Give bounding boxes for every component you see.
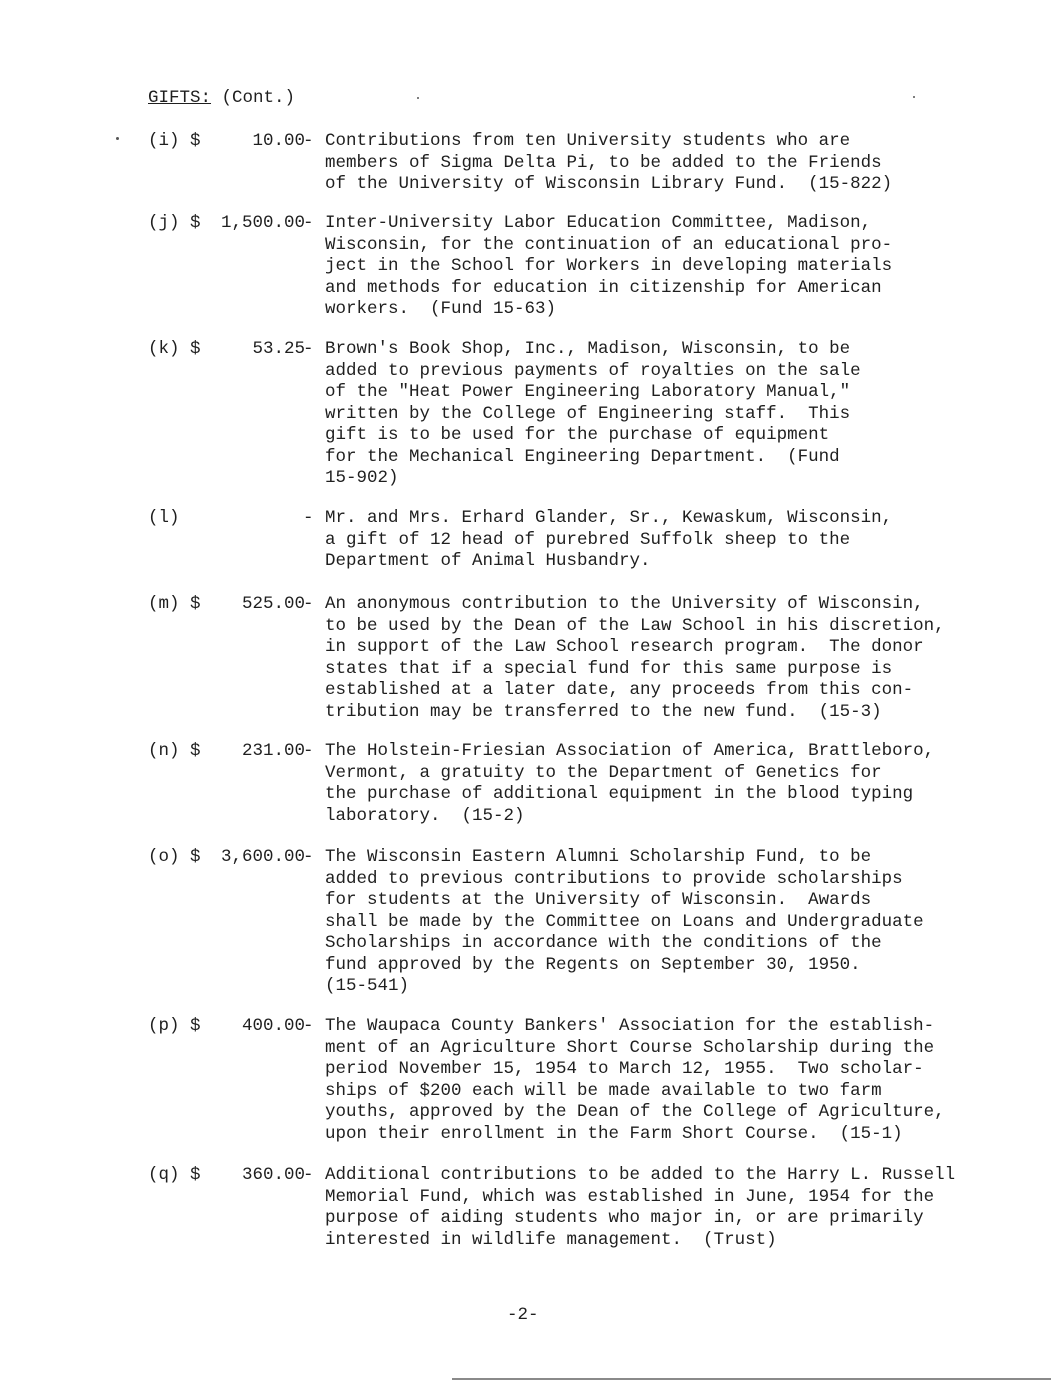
entry-description [325, 339, 975, 490]
entry-dash: - [303, 213, 314, 233]
entry-description [325, 847, 975, 998]
description-line: Wisconsin, for the continuation of an educational pro- [325, 234, 893, 255]
entry-dollar-sign: $ [190, 213, 201, 233]
entry-amount: 231.00 [241, 741, 305, 761]
description-line: (15-541) [325, 976, 410, 996]
description-line: added to previous payments of royalties on the sale [325, 360, 861, 381]
description-line: for students at the University of Wisconsin. Awards [325, 890, 872, 910]
entry-letter: (p) [148, 1016, 180, 1036]
description-line: upon their enrollment in the Farm Short Course. (15-1) [325, 1123, 903, 1144]
section-heading [148, 88, 295, 110]
description-line: An anonymous contribution to the University of Wisconsin, [325, 594, 924, 614]
entry-dash: - [303, 1165, 314, 1185]
description-line: Vermont, a gratuity to the Department of Genetics for [325, 762, 882, 783]
description-line: of the University of Wisconsin Library Fund. (15-822) [325, 174, 893, 194]
entry-letter: (l) [148, 508, 180, 528]
entry-description [325, 1016, 975, 1145]
description-line: and methods for education in citizenship for American [325, 277, 882, 298]
entry-description [325, 131, 975, 196]
entry-letter: (o) [148, 847, 180, 867]
description-line: Department of Animal Husbandry. [325, 551, 651, 571]
heading-label: GIFTS: [148, 88, 212, 108]
entry-description [325, 1165, 975, 1251]
entry-dash: - [303, 131, 314, 151]
description-line: a gift of 12 head of purebred Suffolk sheep to the [325, 529, 851, 550]
entry-dash: - [303, 847, 314, 867]
entry-letter: (n) [148, 741, 180, 761]
scan-speck [913, 96, 915, 98]
description-line: youths, approved by the Dean of the College of Agriculture, [325, 1102, 945, 1122]
heading-continued: (Cont.) [221, 88, 296, 108]
description-line: 15-902) [325, 468, 399, 488]
entry-amount: 10.00 [252, 131, 305, 151]
entry-amount: 3,600.00 [220, 847, 305, 867]
description-line: fund approved by the Regents on September 30, 1950. [325, 954, 861, 975]
description-line: The Wisconsin Eastern Alumni Scholarship Fund, to be [325, 847, 872, 867]
page-number: -2- [507, 1305, 539, 1325]
description-line: laboratory. (15-2) [325, 805, 525, 826]
entry-dollar-sign: $ [190, 594, 201, 614]
description-line: added to previous contributions to provide scholarships [325, 868, 903, 889]
entry-description [325, 594, 975, 723]
entry-letter: (k) [148, 339, 180, 359]
entry-amount: 1,500.00 [220, 213, 305, 233]
entry-dash: - [303, 741, 314, 761]
description-line: workers. (Fund 15-63) [325, 299, 557, 319]
description-line: of the "Heat Power Engineering Laboratory Manual," [325, 382, 851, 402]
entry-letter: (i) [148, 131, 180, 151]
description-line: Brown's Book Shop, Inc., Madison, Wisconsin, to be [325, 339, 851, 359]
description-line: shall be made by the Committee on Loans and Undergraduate [325, 911, 924, 932]
description-line: gift is to be used for the purchase of equipment [325, 425, 830, 445]
entry-dollar-sign: $ [190, 131, 201, 151]
description-line: interested in wildlife management. (Trust) [325, 1229, 777, 1250]
description-line: for the Mechanical Engineering Department. (Fund [325, 446, 840, 467]
description-line: purpose of aiding students who major in, or are primarily [325, 1208, 924, 1228]
entry-letter: (j) [148, 213, 180, 233]
description-line: the purchase of additional equipment in the blood typing [325, 784, 914, 804]
entry-dollar-sign: $ [190, 1165, 201, 1185]
description-line: Memorial Fund, which was established in June, 1954 for the [325, 1186, 935, 1207]
scan-speck [116, 137, 119, 140]
entry-amount: 400.00 [241, 1016, 305, 1036]
entry-dollar-sign: $ [190, 741, 201, 761]
description-line: Inter-University Labor Education Committee, Madison, [325, 213, 872, 233]
entry-description [325, 741, 975, 827]
entry-dash: - [303, 508, 314, 528]
entry-dash: - [303, 1016, 314, 1036]
entry-dollar-sign: $ [190, 339, 201, 359]
entry-description [325, 508, 975, 573]
entry-dash: - [303, 594, 314, 614]
entry-amount: 53.25 [252, 339, 305, 359]
description-line: Additional contributions to be added to the Harry L. Russell [325, 1165, 956, 1185]
description-line: to be used by the Dean of the Law School in his discretion, [325, 615, 945, 636]
description-line: The Holstein-Friesian Association of America, Brattleboro, [325, 741, 935, 761]
entry-dollar-sign: $ [190, 1016, 201, 1036]
description-line: ships of $200 each will be made available to two farm [325, 1080, 882, 1101]
entry-dollar-sign: $ [190, 847, 201, 867]
entry-letter: (m) [148, 594, 180, 614]
entry-amount: 525.00 [241, 594, 305, 614]
entry-letter: (q) [148, 1165, 180, 1185]
description-line: established at a later date, any proceeds from this con- [325, 680, 914, 700]
entry-description [325, 213, 975, 321]
description-line: ment of an Agriculture Short Course Scholarship during the [325, 1037, 935, 1058]
description-line: members of Sigma Delta Pi, to be added to the Friends [325, 152, 882, 173]
description-line: Scholarships in accordance with the conditions of the [325, 933, 882, 953]
description-line: written by the College of Engineering staff. This [325, 403, 851, 424]
description-line: Contributions from ten University students who are [325, 131, 851, 151]
scan-speck [417, 97, 419, 99]
description-line: ject in the School for Workers in developing materials [325, 256, 893, 276]
description-line: period November 15, 1954 to March 12, 1955. Two scholar- [325, 1059, 924, 1079]
description-line: in support of the Law School research program. The donor [325, 637, 924, 657]
description-line: The Waupaca County Bankers' Association for the establish- [325, 1016, 935, 1036]
description-line: Mr. and Mrs. Erhard Glander, Sr., Kewaskum, Wisconsin, [325, 508, 893, 528]
description-line: tribution may be transferred to the new fund. (15-3) [325, 701, 882, 722]
entry-amount: 360.00 [241, 1165, 305, 1185]
description-line: states that if a special fund for this same purpose is [325, 658, 893, 679]
entry-dash: - [303, 339, 314, 359]
